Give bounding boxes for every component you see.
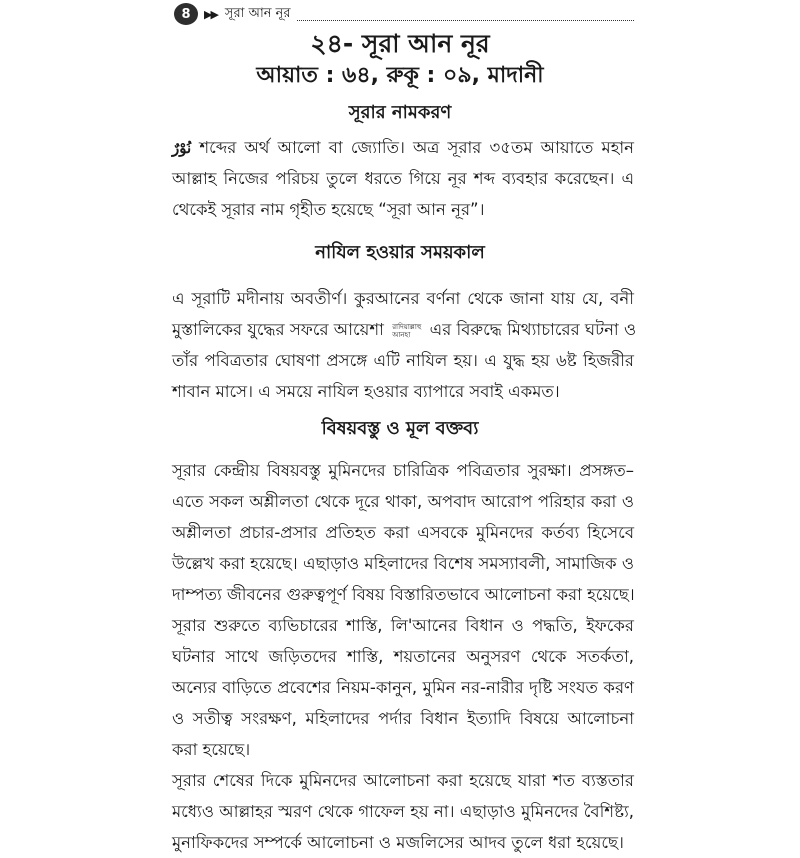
surah-title: ২৪- সূরা আন নূর xyxy=(310,29,490,58)
section-heading-naming: সূরার নামকরণ xyxy=(348,102,452,123)
paragraph-line: অশ্লীলতা প্রচার-প্রসার প্রতিহত করা এসবকে মুমিনদের কর্তব্য হিসেবে xyxy=(172,523,634,542)
paragraph-line: এতে সকল অশ্লীলতা থেকে দূরে থাকা, অপবাদ আরোপ পরিহার করা ও xyxy=(172,492,634,511)
paragraph-line xyxy=(172,132,634,163)
honorific-note xyxy=(392,323,421,339)
paragraph-line: দাম্পত্য জীবনের গুরুত্বপূর্ণ বিষয় বিস্তারিতভাবে আলোচনা করা হয়েছে। xyxy=(172,585,635,604)
section-heading-subject-matter: বিষয়বস্তু ও মূল বক্তব্য xyxy=(321,418,479,439)
paragraph-line: থেকেই সূরার নাম গৃহীত হয়েছে “সূরা আন নূর”। xyxy=(172,200,485,219)
paragraph-line: উল্লেখ করা হয়েছে। এছাড়াও মহিলাদের বিশেষ সমস্যাবলী, সামাজিক ও xyxy=(172,554,634,573)
line-text: এর বিরুদ্ধে মিথ্যাচারের ঘটনা ও xyxy=(429,320,637,339)
paragraph-line: ও সতীত্ব সংরক্ষণ, মহিলাদের পর্দার বিধান ইত্যাদি বিষয়ে আলোচনা xyxy=(172,709,634,728)
page-number-badge: 8 xyxy=(174,3,198,25)
paragraph-line: অন্যের বাড়িতে প্রবেশের নিয়ম-কানুন, মুমিন নর-নারীর দৃষ্টি সংযত করণ xyxy=(172,678,634,697)
section-heading-revelation-period: নাযিল হওয়ার সময়কাল xyxy=(315,242,485,263)
paragraph-line: মধ্যেও আল্লাহর স্মরণ থেকে গাফেল হয় না। এছাড়াও মুমিনদের বৈশিষ্ট্য, xyxy=(172,802,634,821)
paragraph-naming xyxy=(172,132,634,225)
honorific-bottom: আনহা xyxy=(392,330,411,339)
dotted-rule xyxy=(297,8,634,21)
line-text: মুস্তালিকের যুদ্ধের সফরে আয়েশা xyxy=(172,320,384,339)
paragraph-line: তাঁর পবিত্রতার ঘোষণা প্রসঙ্গে এটি নাযিল হয়। এ যুদ্ধ হয় ৬ষ্ট হিজরীর xyxy=(172,351,634,370)
paragraph-line: করা হয়েছে। xyxy=(172,740,251,759)
paragraph-line: সূরার শেষের দিকে মুমিনদের আলোচনা করা হয়েছে যারা শত ব্যস্ততার xyxy=(172,771,634,790)
paragraph-line: সূরার শুরুতে ব্যভিচারের শাস্তি, লি'আনের বিধান ও পদ্ধতি, ইফকের xyxy=(172,616,634,635)
paragraph-line xyxy=(172,314,637,345)
paragraph-subject-matter xyxy=(172,455,634,858)
honorific-top: রাদিয়াল্লাহু xyxy=(392,322,422,331)
paragraph-revelation-period xyxy=(172,283,637,407)
double-arrow-icon: ▶▶ xyxy=(204,7,217,21)
arabic-word: نُوْرٌ xyxy=(172,139,192,157)
paragraph-line: ঘটনার সাথে জড়িতদের শাস্তি, শয়তানের অনুসরণ থেকে সতর্কতা, xyxy=(172,647,634,666)
surah-subtitle: আয়াত : ৬৪, রুকূ : ০৯, মাদানী xyxy=(256,63,544,88)
running-header xyxy=(174,2,634,26)
running-header-title: সূরা আন নূর xyxy=(224,5,291,21)
paragraph-line: এ সূরাটি মদীনায় অবতীর্ণ। কুরআনের বর্ণনা থেকে জানা যায় যে, বনী xyxy=(172,289,634,308)
paragraph-line: আল্লাহ নিজের পরিচয় তুলে ধরতে গিয়ে নূর শব্দ ব্যবহার করেছেন। এ xyxy=(172,169,634,188)
line-text: শব্দের অর্থ আলো বা জ্যোতি। অত্র সূরার ৩৫তম আয়াতে মহান xyxy=(199,138,634,157)
paragraph-line: সূরার কেন্দ্রীয় বিষয়বস্তু মুমিনদের চারিত্রিক পবিত্রতার সুরক্ষা। প্রসঙ্গত– xyxy=(172,461,634,480)
paragraph-line: মুনাফিকদের সম্পর্কে আলোচনা ও মজলিসের আদব তুলে ধরা হয়েছে। xyxy=(172,833,624,852)
paragraph-line: শাবান মাসে। এ সময়ে নাযিল হওয়ার ব্যাপারে সবাই একমত। xyxy=(172,382,560,401)
